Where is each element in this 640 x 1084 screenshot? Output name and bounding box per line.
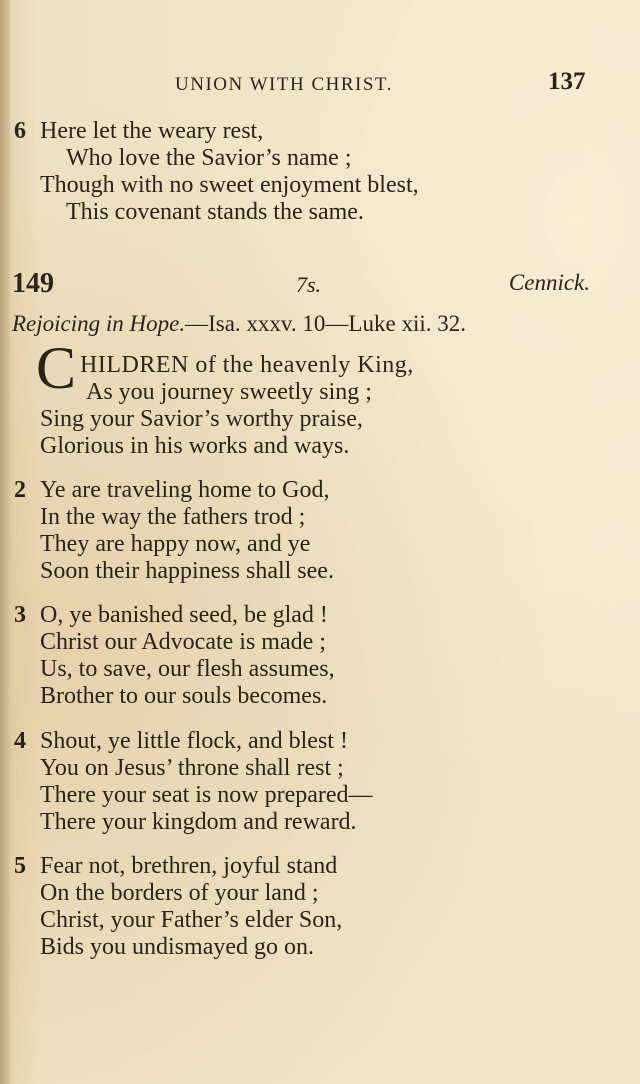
verse-line: Bids you undismayed go on. <box>40 934 314 960</box>
hymn-title: Rejoicing in Hope. <box>12 311 186 336</box>
verse-line: Christ our Advocate is made ; <box>40 629 326 655</box>
verse-line: 3 O, ye banished seed, be glad ! <box>14 602 328 628</box>
verse-line: Christ, your Father’s elder Son, <box>40 907 343 933</box>
hymn-subtitle <box>12 311 602 337</box>
stanza-number: 3 <box>14 602 26 628</box>
stanza-5 <box>14 853 614 961</box>
verse-line: 4 Shout, ye little flock, and blest ! <box>14 728 348 754</box>
verse-line: This covenant stands the same. <box>66 199 364 225</box>
verse-line: Soon their happiness shall see. <box>40 558 334 584</box>
stanza-number: 2 <box>14 477 26 503</box>
verse-line: HILDREN of the heavenly King, <box>80 352 414 378</box>
stanza-1 <box>14 352 614 460</box>
stanza-3 <box>14 602 614 710</box>
verse-line: On the borders of your land ; <box>40 880 319 906</box>
verse-line: 6 Here let the weary rest, <box>14 118 264 144</box>
stanza-number: 4 <box>14 728 26 754</box>
hymn-number: 149 <box>12 268 54 299</box>
stanza-number: 5 <box>14 853 26 879</box>
verse-line: Though with no sweet enjoyment blest, <box>40 172 419 198</box>
hymn-heading <box>12 268 590 302</box>
stanza-number: 6 <box>14 118 26 144</box>
verse-line: In the way the fathers trod ; <box>40 504 306 530</box>
verse-line: Sing your Savior’s worthy praise, <box>40 406 363 432</box>
verse-line: They are happy now, and ye <box>40 531 311 557</box>
verse-line: There your kingdom and reward. <box>40 809 357 835</box>
running-head: UNION WITH CHRIST. <box>175 74 393 95</box>
verse-line: Us, to save, our flesh assumes, <box>40 656 335 682</box>
verse-line: 2 Ye are traveling home to God, <box>14 477 330 503</box>
hymn-meter: 7s. <box>296 272 322 297</box>
verse-line: You on Jesus’ throne shall rest ; <box>40 755 344 781</box>
verse-line: Brother to our souls becomes. <box>40 683 328 709</box>
stanza-2 <box>14 477 614 585</box>
stanza-4 <box>14 728 614 836</box>
page-header <box>0 68 640 104</box>
scripture-references: —Isa. xxxv. 10—Luke xii. 32. <box>185 311 466 336</box>
verse-line: Glorious in his works and ways. <box>40 433 350 459</box>
verse-line: There your seat is now prepared— <box>40 782 373 808</box>
hymn-author: Cennick. <box>508 270 590 295</box>
verse-line: Who love the Savior’s name ; <box>66 145 352 171</box>
drop-cap: C <box>36 335 77 401</box>
verse-line: As you journey sweetly sing ; <box>86 379 372 405</box>
verse-line: 5 Fear not, brethren, joyful stand <box>14 853 338 879</box>
page-number: 137 <box>548 68 586 95</box>
stanza-6-previous <box>14 118 614 226</box>
page-edge <box>0 0 10 1084</box>
